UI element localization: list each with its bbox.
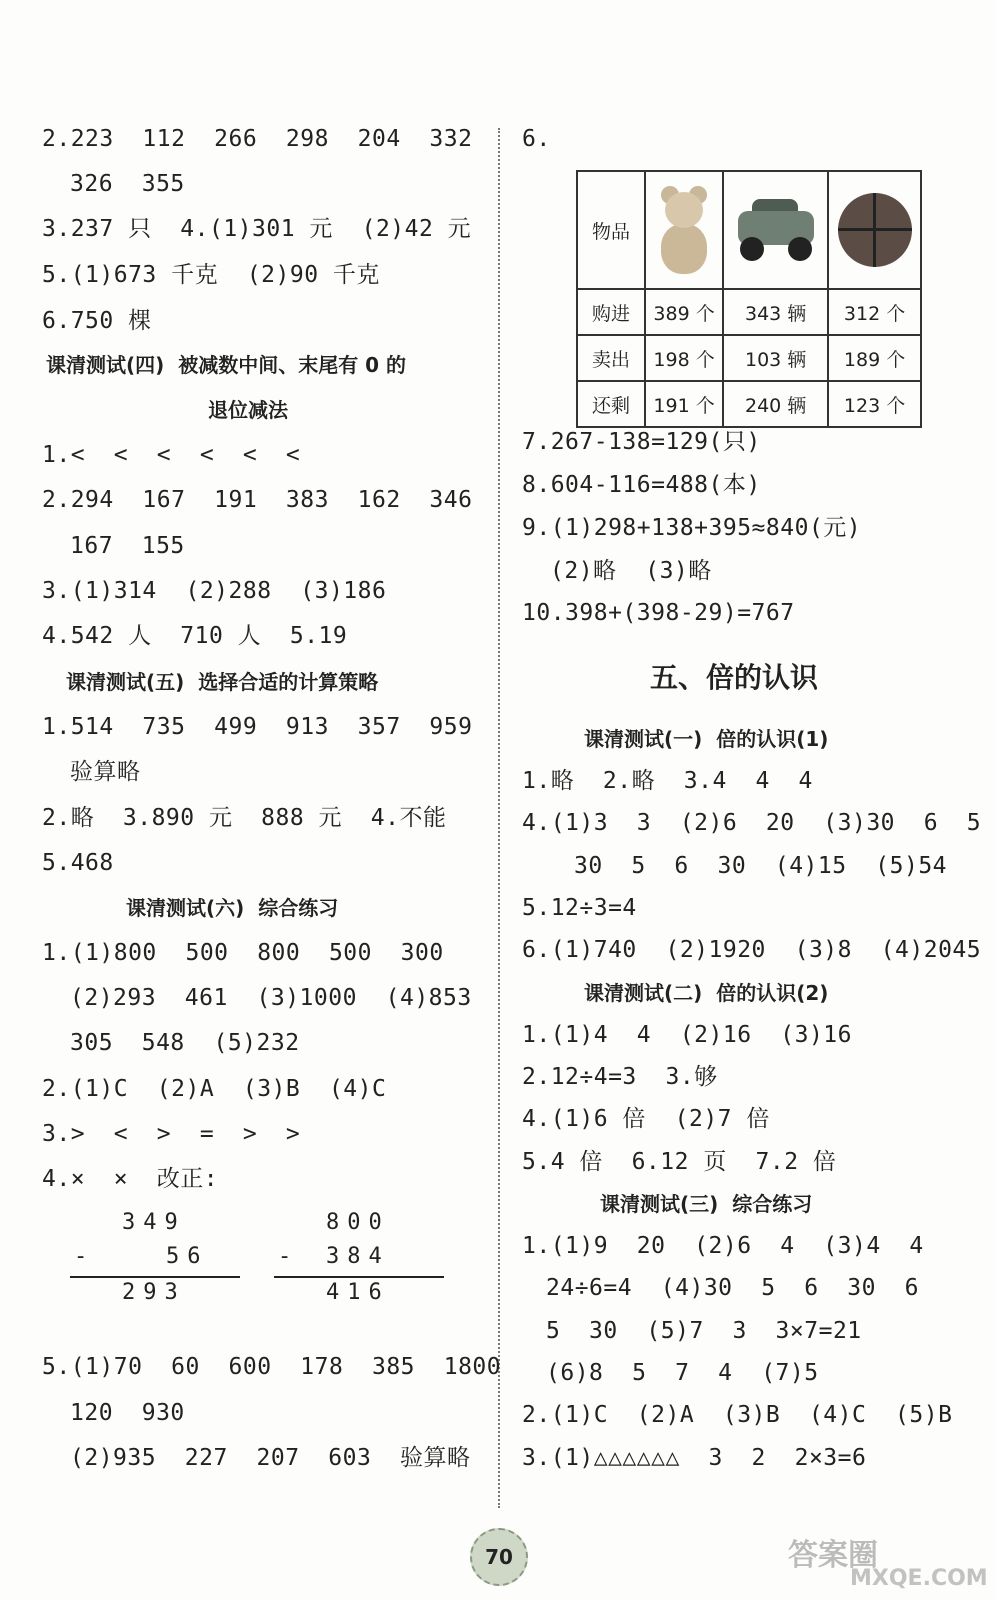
answer-line: (2)293 461 (3)1000 (4)853	[70, 985, 472, 1011]
answer-line: 2.(1)C (2)A (3)B (4)C (5)B	[522, 1402, 953, 1428]
toy-car-image	[723, 171, 828, 289]
answer-line: 5.468	[42, 850, 114, 876]
answer-line: 5.4 倍 6.12 页 7.2 倍	[522, 1149, 837, 1175]
answer-line: 1.略 2.略 3.4 4 4	[522, 768, 813, 794]
subtrahend: 56	[166, 1244, 209, 1269]
answer-line: 1.(1)4 4 (2)16 (3)16	[522, 1022, 852, 1048]
basketball-image	[828, 171, 921, 289]
answer-line: 1.514 735 499 913 357 959	[42, 714, 473, 740]
section-heading: 退位减法	[208, 398, 288, 422]
answer-line: 6.(1)740 (2)1920 (3)8 (4)2045	[522, 937, 982, 963]
table-cell: 343 辆	[723, 289, 828, 335]
answer-line: (2)935 227 207 603 验算略	[70, 1445, 471, 1471]
answer-line: 验算略	[70, 759, 141, 785]
answer-line: 2.294 167 191 383 162 346	[42, 487, 473, 513]
answer-line: 1.(1)800 500 800 500 300	[42, 940, 444, 966]
sum-rule	[274, 1276, 444, 1278]
answer-line: 5 30 (5)7 3 3×7=21	[546, 1318, 862, 1344]
table-cell: 240 辆	[723, 381, 828, 427]
answer-line: (2)略 (3)略	[550, 558, 712, 584]
difference: 416	[326, 1280, 390, 1305]
vertical-subtraction	[274, 1210, 444, 1320]
answer-line: (6)8 5 7 4 (7)5	[546, 1360, 819, 1386]
subtrahend: 384	[326, 1244, 390, 1269]
table-cell: 103 辆	[723, 335, 828, 381]
answer-line: 5.12÷3=4	[522, 895, 637, 921]
answer-line: 1.(1)9 20 (2)6 4 (3)4 4	[522, 1233, 924, 1259]
table-cell: 123 个	[828, 381, 921, 427]
teddy-bear-image	[645, 171, 723, 289]
table-cell: 189 个	[828, 335, 921, 381]
minus-sign: -	[278, 1244, 300, 1269]
answer-line: 2.223 112 266 298 204 332	[42, 126, 473, 152]
answer-line: 24÷6=4 (4)30 5 6 30 6	[546, 1275, 920, 1301]
answer-line: 3.(1)314 (2)288 (3)186	[42, 578, 387, 604]
goods-table	[576, 170, 922, 428]
difference: 293	[122, 1280, 186, 1305]
answer-line: 6.	[522, 126, 551, 152]
answer-line: 326 355	[70, 171, 185, 197]
table-cell: 198 个	[645, 335, 723, 381]
vertical-subtraction	[70, 1210, 240, 1320]
table-cell: 389 个	[645, 289, 723, 335]
answer-line: 9.(1)298+138+395≈840(元)	[522, 515, 862, 541]
table-row	[577, 289, 921, 335]
section-heading: 课清测试(三) 综合练习	[600, 1192, 813, 1216]
minuend: 800	[326, 1210, 390, 1235]
answer-line: 2.(1)C (2)A (3)B (4)C	[42, 1076, 387, 1102]
table-row	[577, 381, 921, 427]
answer-line: 3.(1)△△△△△△ 3 2 2×3=6	[522, 1445, 867, 1471]
answer-line: 120 930	[70, 1400, 185, 1426]
answer-line: 2.12÷4=3 3.够	[522, 1064, 718, 1090]
column-divider	[498, 128, 500, 1508]
answer-line: 167 155	[70, 533, 185, 559]
answer-line: 10.398+(398-29)=767	[522, 600, 795, 626]
answer-line: 3.> < > = > >	[42, 1121, 301, 1147]
section-heading: 课清测试(四) 被减数中间、末尾有 0 的	[46, 353, 407, 377]
table-row	[577, 335, 921, 381]
answer-line: 2.略 3.890 元 888 元 4.不能	[42, 805, 447, 831]
answer-line: 305 548 (5)232	[70, 1030, 300, 1056]
minus-sign: -	[74, 1244, 96, 1269]
answer-line: 4.(1)6 倍 (2)7 倍	[522, 1106, 770, 1132]
row-label: 购进	[577, 289, 645, 335]
sum-rule	[70, 1276, 240, 1278]
answer-line: 6.750 棵	[42, 308, 152, 334]
answer-line: 4.× × 改正:	[42, 1166, 219, 1192]
row-label: 还剩	[577, 381, 645, 427]
answer-line: 30 5 6 30 (4)15 (5)54	[574, 853, 948, 879]
watermark-logo: 答案圈	[788, 1538, 878, 1573]
answer-line: 4.(1)3 3 (2)6 20 (3)30 6 5	[522, 810, 982, 836]
answer-line: 5.(1)673 千克 (2)90 千克	[42, 262, 380, 288]
unit-title: 五、倍的认识	[650, 661, 819, 694]
answer-line: 1.< < < < < <	[42, 442, 301, 468]
answer-line: 5.(1)70 60 600 178 385 1800	[42, 1354, 502, 1380]
answer-line: 7.267-138=129(只)	[522, 429, 761, 455]
table-cell: 191 个	[645, 381, 723, 427]
section-heading: 课清测试(六) 综合练习	[126, 896, 339, 920]
answer-line: 8.604-116=488(本)	[522, 472, 761, 498]
page-number: 70	[470, 1528, 528, 1586]
section-heading: 课清测试(五) 选择合适的计算策略	[66, 670, 379, 694]
answer-line: 3.237 只 4.(1)301 元 (2)42 元	[42, 216, 472, 242]
row-label: 卖出	[577, 335, 645, 381]
minuend: 349	[122, 1210, 186, 1235]
section-heading: 课清测试(一) 倍的认识(1)	[584, 727, 829, 751]
section-heading: 课清测试(二) 倍的认识(2)	[584, 981, 829, 1005]
table-cell: 312 个	[828, 289, 921, 335]
watermark-url: MXQE.COM	[850, 1566, 988, 1591]
answer-line: 4.542 人 710 人 5.19	[42, 623, 348, 649]
table-header-cell: 物品	[577, 171, 645, 289]
